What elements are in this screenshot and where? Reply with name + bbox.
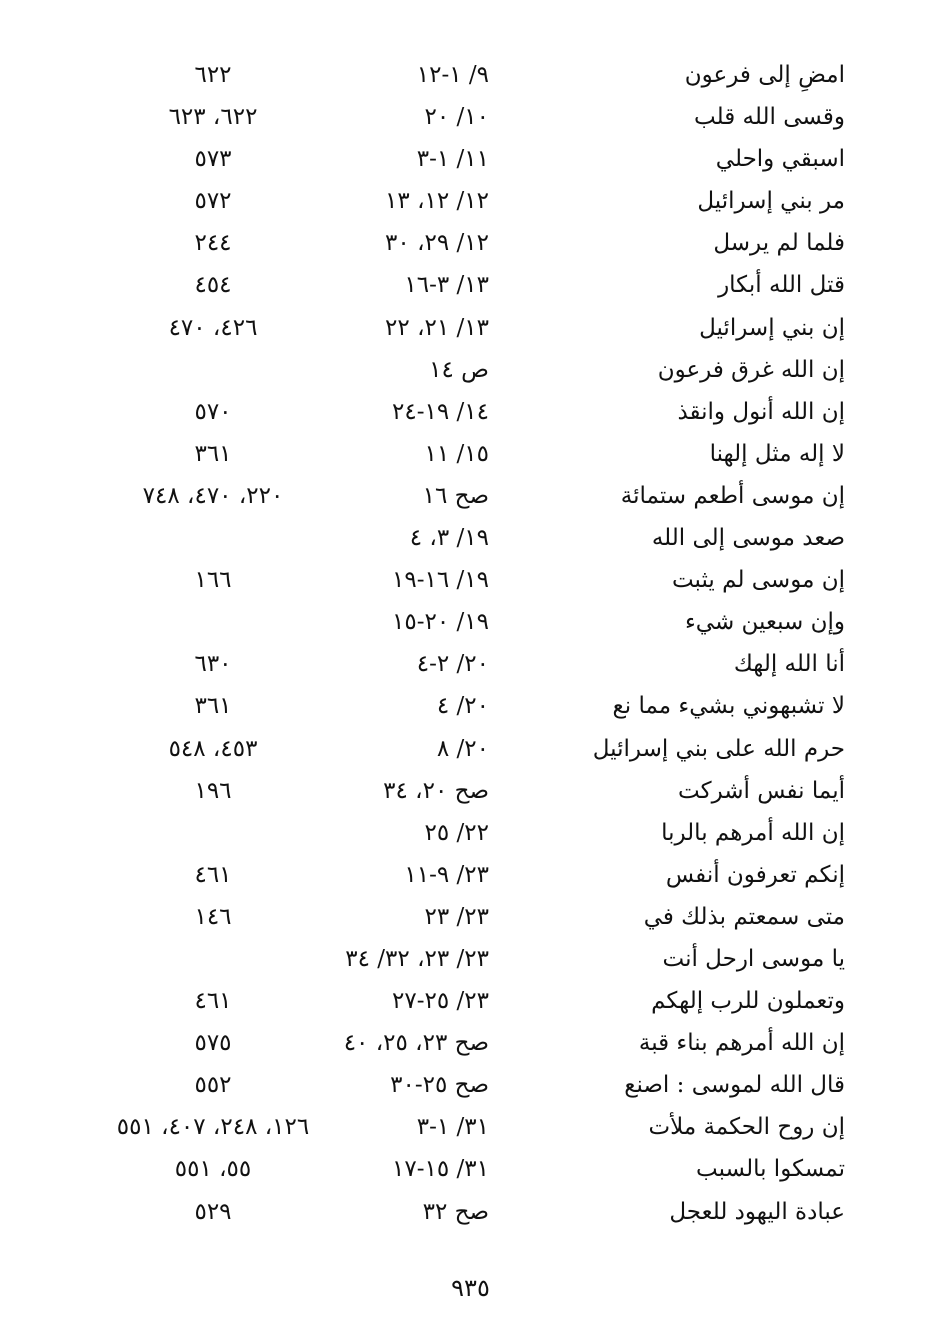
index-row: [0, 1106, 941, 1148]
index-row: [0, 938, 941, 980]
index-row: [0, 1064, 941, 1106]
entry-reference: ١١/ ١-٣: [416, 146, 489, 173]
entry-pages: ١٩٦: [194, 777, 232, 804]
entry-phrase: صعد موسى إلى الله: [651, 525, 845, 552]
index-row: [0, 854, 941, 896]
entry-reference: ٢٣/ ٢٣: [424, 903, 489, 930]
entry-reference: ٢٠/ ٨: [436, 735, 489, 762]
entry-phrase: إن موسى لم يثبت: [671, 567, 845, 594]
entry-pages: ٤٥٤: [194, 272, 232, 299]
entry-reference: صح ٢٣، ٢٥، ٤٠: [343, 1030, 489, 1057]
index-row: [0, 1191, 941, 1233]
entry-phrase: وتعملون للرب إلهكم: [651, 988, 845, 1015]
index-row: [0, 980, 941, 1022]
entry-reference: ٢٣/ ٢٥-٢٧: [392, 988, 489, 1015]
index-row: [0, 349, 941, 391]
entry-phrase: تمسكوا بالسبب: [696, 1156, 845, 1183]
entry-phrase: اسبقي واحلي: [715, 146, 845, 173]
entry-phrase: عبادة اليهود للعجل: [669, 1198, 845, 1225]
entry-phrase: وقسى الله قلب: [694, 104, 845, 131]
entry-reference: ٣١/ ١٥-١٧: [392, 1156, 489, 1183]
entry-pages: ٦٢٢: [194, 62, 232, 88]
entry-pages: ١٦٦: [194, 567, 232, 594]
index-row: [0, 475, 941, 517]
index-row: [0, 138, 941, 180]
entry-pages: ٥٧٣: [194, 146, 232, 173]
entry-phrase: إن الله أنول وانقذ: [677, 398, 845, 425]
index-row: [0, 96, 941, 138]
entry-pages: ٢٤٤: [194, 230, 232, 257]
index-row: [0, 264, 941, 306]
entry-reference: ١٢/ ١٢، ١٣: [385, 188, 489, 215]
entry-reference: ١٩/ ١٦-١٩: [392, 567, 489, 594]
entry-pages: ٥٥، ٥٥١: [174, 1156, 252, 1183]
entry-pages: ١٢٦، ٢٤٨، ٤٠٧، ٥٥١: [116, 1114, 310, 1141]
entry-pages: ٤٢٦، ٤٧٠: [168, 314, 258, 341]
entry-reference: ١٩/ ٢٠-١٥: [392, 609, 489, 636]
entry-phrase: قال الله لموسى : اصنع: [624, 1072, 845, 1099]
entry-reference: ٢٣/ ٩-١١: [404, 861, 489, 888]
entry-phrase: أنا الله إلهك: [733, 651, 845, 678]
index-row: [0, 54, 941, 96]
entry-reference: ١٤/ ١٩-٢٤: [392, 398, 489, 425]
index-row: [0, 770, 941, 812]
entry-reference: ٢٠/ ٤: [436, 693, 489, 720]
entry-pages: ٥٢٩: [194, 1198, 232, 1225]
index-row: [0, 180, 941, 222]
entry-phrase: قتل الله أبكار: [718, 272, 845, 299]
entry-pages: ٦٢٢، ٦٢٣: [168, 104, 258, 131]
entry-phrase: إن الله أمرهم بناء قبة: [638, 1030, 845, 1057]
entry-phrase: لا تشبهوني بشيء مما نع: [612, 693, 845, 720]
entry-pages: ٥٥٢: [194, 1072, 232, 1099]
entry-reference: ١٣/ ٣-١٦: [404, 272, 489, 299]
entry-pages: ٢٢٠، ٤٧٠، ٧٤٨: [142, 482, 284, 509]
entry-pages: ٤٦١: [194, 861, 232, 888]
entry-reference: ٩/ ١-١٢: [416, 62, 489, 88]
entry-phrase: وإن سبعين شيء: [684, 609, 845, 636]
entry-phrase: فلما لم يرسل: [713, 230, 845, 257]
index-row: [0, 685, 941, 727]
index-row: [0, 307, 941, 349]
entry-reference: صح ٢٥-٣٠: [390, 1072, 489, 1099]
entry-reference: صح ٢٠، ٣٤: [383, 777, 489, 804]
index-row: [0, 1022, 941, 1064]
entry-phrase: إنكم تعرفون أنفس: [665, 861, 845, 888]
entry-phrase: مر بني إسرائيل: [697, 188, 845, 215]
entry-pages: ٦٣٠: [194, 651, 232, 678]
entry-reference: ٢٣/ ٢٣، ٣٢/ ٣٤: [345, 945, 489, 972]
index-row: [0, 812, 941, 854]
index-row: [0, 517, 941, 559]
entry-reference: صح ٣٢: [422, 1198, 489, 1225]
entry-reference: ١٩/ ٣، ٤: [409, 525, 489, 552]
entry-pages: ٥٧٠: [194, 398, 232, 425]
entry-reference: ١٢/ ٢٩، ٣٠: [385, 230, 489, 257]
entry-reference: ٢٢/ ٢٥: [424, 819, 489, 846]
entry-reference: ص ١٤: [429, 356, 489, 383]
index-table: [0, 54, 941, 1233]
entry-phrase: إن موسى أطعم ستمائة: [620, 482, 845, 509]
index-row: [0, 601, 941, 643]
entry-phrase: إن الله أمرهم بالربا: [661, 819, 845, 846]
entry-phrase: إن روح الحكمة ملأت: [648, 1114, 845, 1141]
entry-pages: ٥٧٢: [194, 188, 232, 215]
entry-phrase: إن بني إسرائيل: [699, 314, 845, 341]
entry-phrase: حرم الله على بني إسرائيل: [592, 735, 845, 762]
index-row: [0, 728, 941, 770]
entry-phrase: إن الله غرق فرعون: [657, 356, 845, 383]
index-row: [0, 643, 941, 685]
entry-reference: صح ١٦: [422, 482, 489, 509]
entry-phrase: لا إله مثل إلهنا: [709, 440, 845, 467]
entry-reference: ١٣/ ٢١، ٢٢: [385, 314, 489, 341]
entry-pages: ٣٦١: [194, 440, 232, 467]
entry-phrase: امضِ إلى فرعون: [684, 62, 845, 88]
entry-phrase: متى سمعتم بذلك في: [643, 903, 845, 930]
entry-reference: ١٥/ ١١: [424, 440, 489, 467]
index-row: [0, 433, 941, 475]
entry-pages: ٤٦١: [194, 988, 232, 1015]
index-row: [0, 1148, 941, 1190]
index-row: [0, 222, 941, 264]
entry-reference: ٣١/ ١-٣: [416, 1114, 489, 1141]
index-row: [0, 896, 941, 938]
entry-pages: ٤٥٣، ٥٤٨: [168, 735, 258, 762]
entry-pages: ٥٧٥: [194, 1030, 232, 1057]
entry-phrase: يا موسى ارحل أنت: [662, 945, 845, 972]
entry-pages: ١٤٦: [194, 903, 232, 930]
page-number: ٩٣٥: [451, 1274, 490, 1302]
entry-reference: ٢٠/ ٢-٤: [416, 651, 489, 678]
entry-reference: ١٠/ ٢٠: [424, 104, 489, 131]
index-row: [0, 391, 941, 433]
entry-phrase: أيما نفس أشركت: [678, 777, 845, 804]
index-row: [0, 559, 941, 601]
entry-pages: ٣٦١: [194, 693, 232, 720]
